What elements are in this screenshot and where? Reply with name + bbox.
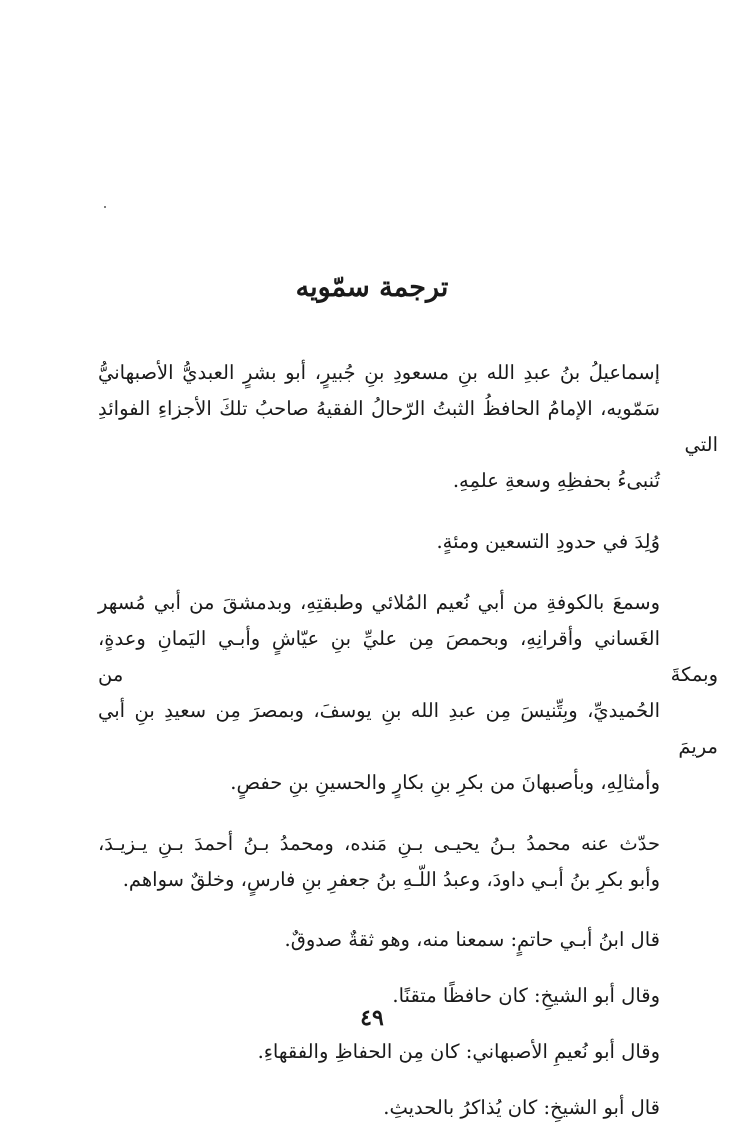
paragraph-teachers [98,585,718,801]
text-line: وُلِدَ في حدودِ التسعين ومئةٍ. [436,530,660,553]
text-line: تُنبىءُ بحفظِهِ وسعةِ علمِهِ. [452,469,660,492]
paragraph-birth [98,524,718,560]
page-title: ترجمة سمّويه [295,272,449,304]
text-line: وسمعَ بالكوفةِ من أبي نُعيم المُلائي وطبقتِهِ، وبدمشقَ من أبي مُسهر [98,591,660,614]
quote-abu-nuaym: وقال أبو نُعيمِ الأصبهاني: كان مِن الحفاظِ والفقهاءِ. [257,1040,660,1063]
page-number: ٤٩ [360,1005,384,1031]
quote-abu-al-shaykh-2: قال أبو الشيخِ: كان يُذاكرُ بالحديثِ. [383,1096,660,1119]
quote-ibn-abi-hatim: قال ابنُ أبـي حاتمٍ: سمعنا منه، وهو ثقةٌ صدوقٌ. [284,928,660,951]
text-line: حدّث عنه محمدُ بـنُ يحيـى بـنِ مَنده، ومحمدُ بـنُ أحمدَ بـنِ يـزيـدَ، [98,832,660,855]
paragraph-students [98,826,718,898]
scan-speck [104,206,106,208]
quote-abu-al-shaykh: وقال أبو الشيخِ: كان حافظًا متقنًا. [392,984,660,1007]
text-line: وأبو بكرِ بنُ أبـي داودَ، وعبدُ اللّـهِ بنُ جعفرِ بنِ فارسٍ، وخلقٌ سواهم. [122,868,660,891]
text-line: وأمثالِهِ، وبأصبهانَ من بكرِ بنِ بكارٍ والحسينِ بنِ حفصٍ. [230,771,660,794]
text-line: سَمّويه، الإمامُ الحافظُ الثبتُ الرّحالُ الفقيهُ صاحبُ تلكَ الأجزاءِ الفوائدِ التي [98,397,718,456]
text-line: الحُميديِّ، وبِتِّنيسَ مِن عبدِ الله بنِ يوسفَ، وبمصرَ مِن سعيدِ بنِ أبي مريمَ [98,699,718,758]
text-line: إسماعيلُ بنُ عبدِ الله بنِ مسعودِ بنِ جُبيرٍ، أبو بشرٍ العبديُّ الأصبهانيُّ [98,361,660,384]
paragraph-intro [98,355,718,499]
text-line: الغَساني وأقرانِهِ، وبحمصَ مِن عليِّ بنِ عيّاشٍ وأبـي اليَمانِ وعدةٍ، وبمكةَ من [98,627,718,686]
